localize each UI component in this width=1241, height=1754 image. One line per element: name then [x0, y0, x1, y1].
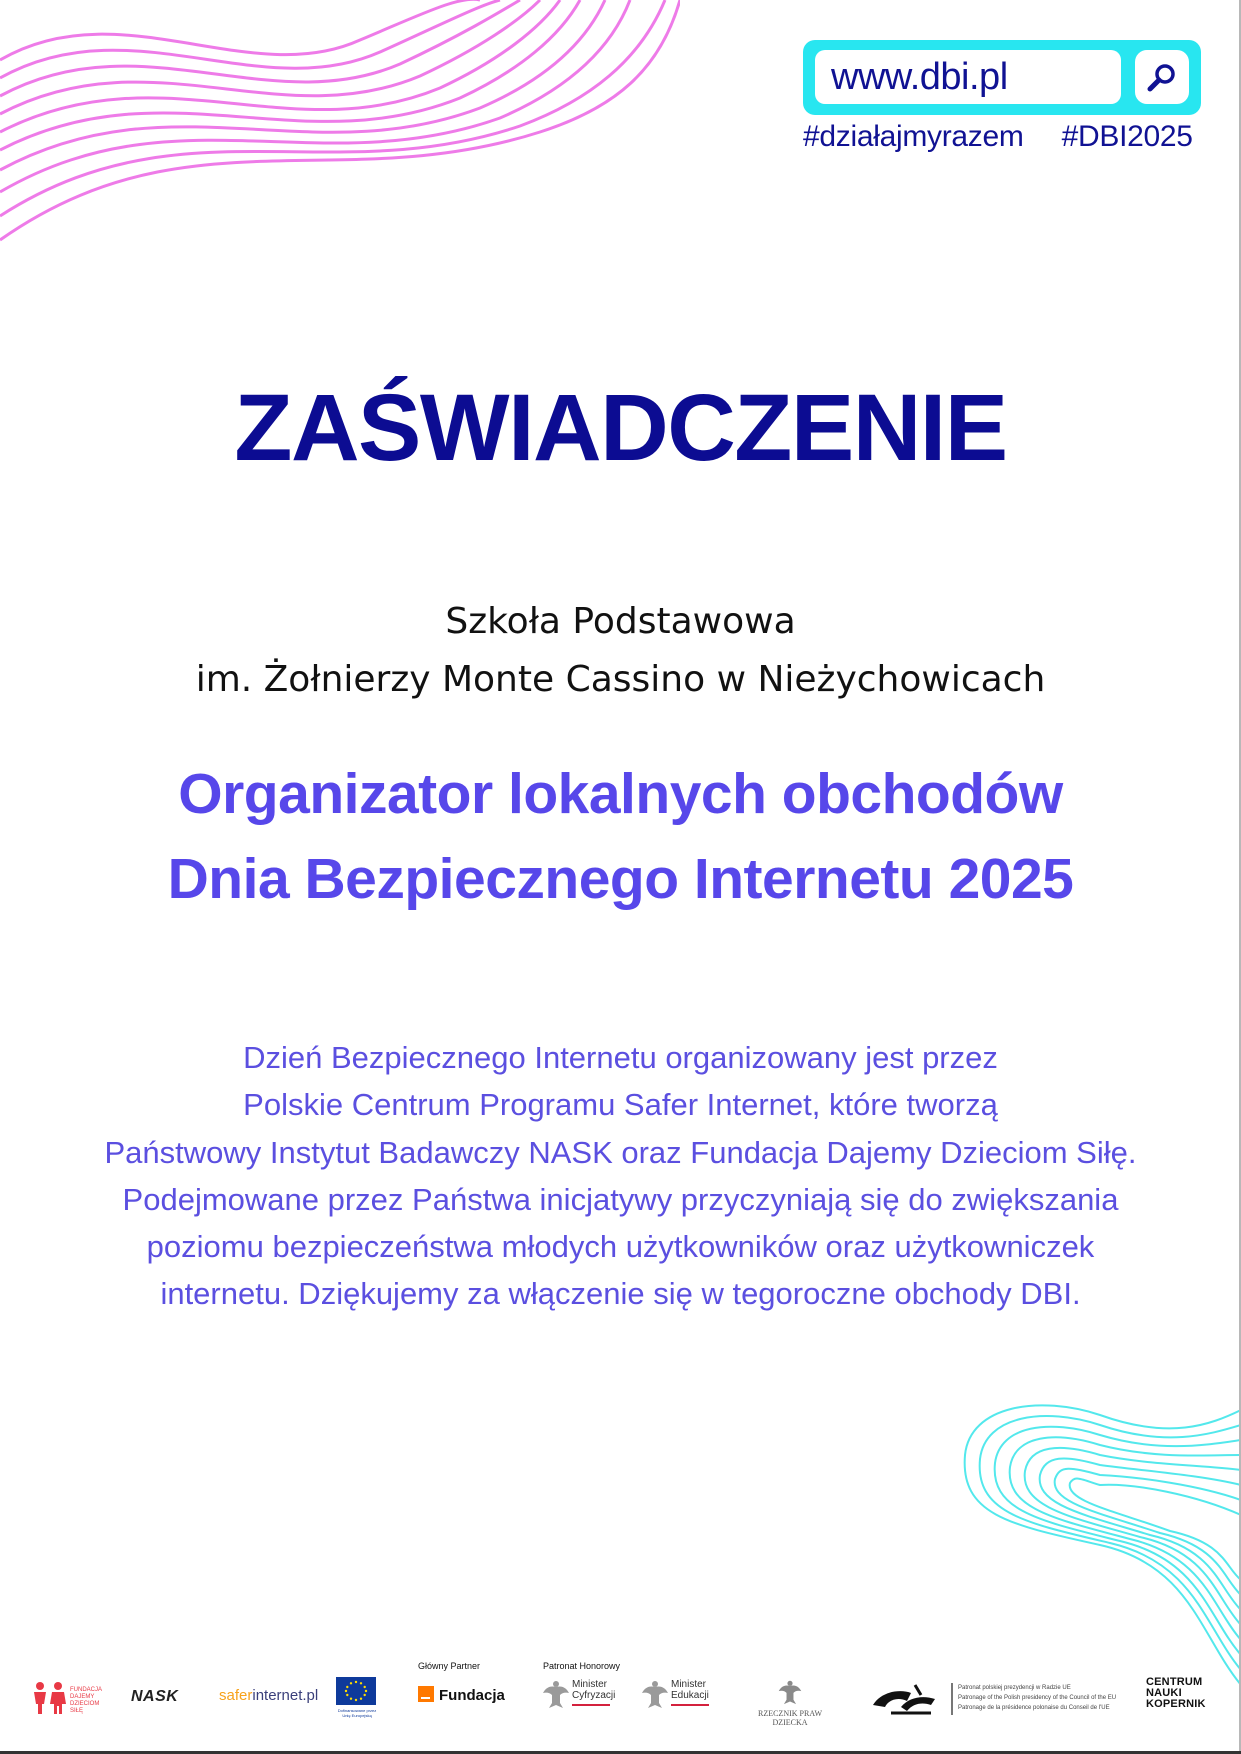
- centrum-nauki-kopernik-logo: [1146, 1677, 1206, 1710]
- fdds-text-line: FUNDACJA: [70, 1687, 103, 1693]
- fundacja-orange-logo: [418, 1686, 505, 1704]
- presidency-line: Patronat polskiej prezydencji w Radzie UE: [958, 1685, 1071, 1691]
- main-partner-label: Główny Partner: [418, 1661, 481, 1671]
- website-field: [815, 50, 1121, 104]
- minister-education-logo: [642, 1679, 709, 1706]
- hashtag-dzialajmyrazem: #działajmyrazem: [803, 120, 1024, 153]
- eu-caption-line: Dofinansowane przez: [337, 1708, 377, 1713]
- presidency-line: Patronage de la présidence polonaise du Conseil de l'UE: [958, 1705, 1110, 1711]
- fdds-text-line: DZIECIOM: [70, 1701, 100, 1707]
- children-figures-icon: [32, 1681, 68, 1715]
- eu-caption: [336, 1708, 378, 1718]
- body-line: Polskie Centrum Programu Safer Internet, które tworzą: [243, 1087, 998, 1123]
- saferinternet-suffix: internet.pl: [252, 1687, 319, 1704]
- body-line: poziomu bezpieczeństwa młodych użytkowników oraz użytkowniczek: [146, 1229, 1095, 1265]
- hashtag-dbi2025: #DBI2025: [1061, 120, 1193, 153]
- pink-wave-decoration: [0, 0, 680, 250]
- eagle-emblem-icon: [543, 1679, 569, 1709]
- orange-square-icon: [418, 1686, 434, 1702]
- role-line: Dnia Bezpiecznego Internetu 2025: [167, 847, 1074, 911]
- rzecznik-text: RZECZNIK PRAW DZIECKA: [757, 1709, 823, 1727]
- fdds-logo: [32, 1681, 107, 1721]
- saferinternet-prefix: safer: [219, 1687, 253, 1704]
- minister-red-bar: [671, 1704, 709, 1706]
- cnk-line: NAUKI: [1146, 1687, 1182, 1699]
- website-url: www.dbi.pl: [831, 56, 1008, 98]
- fdds-text-line: SIŁĘ: [70, 1708, 84, 1714]
- website-banner: [803, 40, 1201, 115]
- saferinternet-logo: [219, 1687, 318, 1704]
- eu-flag-icon: [336, 1677, 376, 1705]
- search-button: [1135, 50, 1189, 104]
- cyan-wave-decoration: [950, 1395, 1241, 1685]
- fdds-logo-text: [70, 1687, 102, 1715]
- body-line: Dzień Bezpiecznego Internetu organizowany jest przez: [243, 1040, 998, 1075]
- certificate-body: [0, 1034, 1241, 1318]
- body-line: Państwowy Instytut Badawczy NASK oraz Fundacja Dajemy Dzieciom Siłę.: [104, 1134, 1137, 1170]
- minister-red-bar: [572, 1704, 610, 1706]
- recipient-name: [0, 593, 1241, 709]
- rzecznik-praw-dziecka-logo: [742, 1679, 838, 1727]
- hashtags: [803, 120, 1203, 154]
- cnk-line: CENTRUM: [1146, 1676, 1203, 1688]
- body-line: internetu. Dziękujemy za włączenie się w tegoroczne obchody DBI.: [160, 1276, 1081, 1312]
- fundacja-name: Fundacja: [439, 1687, 505, 1704]
- certificate-title: ZAŚWIADCZENIE: [234, 375, 1007, 481]
- minister-line: Cyfryzacji: [572, 1690, 616, 1701]
- polish-presidency-logo: [871, 1683, 1117, 1721]
- role-line: Organizator lokalnych obchodów: [178, 762, 1063, 826]
- minister-digital-logo: [543, 1679, 615, 1706]
- minister-line: Minister: [572, 1679, 608, 1690]
- presidency-mark-icon: [871, 1683, 941, 1717]
- recipient-role: [0, 752, 1241, 922]
- honorary-patronage-label: Patronat Honorowy: [543, 1661, 621, 1671]
- search-icon: [1146, 61, 1178, 93]
- recipient-line: im. Żołnierzy Monte Cassino w Nieżychowicach: [195, 659, 1046, 700]
- fdds-text-line: DAJEMY: [70, 1694, 95, 1700]
- nask-logo: NASK: [131, 1688, 179, 1705]
- eagle-emblem-icon: [778, 1679, 802, 1705]
- eagle-emblem-icon: [642, 1679, 668, 1709]
- minister-line: Edukacji: [671, 1690, 709, 1701]
- cnk-line: KOPERNIK: [1146, 1698, 1206, 1710]
- eu-caption-line: Unię Europejską: [342, 1713, 372, 1718]
- presidency-text: [951, 1683, 1116, 1715]
- recipient-line: Szkoła Podstawowa: [445, 601, 796, 642]
- partner-logos-footer: [0, 1655, 1241, 1745]
- presidency-line: Patronage of the Polish presidency of the Council of the EU: [958, 1695, 1117, 1701]
- body-line: Podejmowane przez Państwa inicjatywy przyczyniają się do zwiększania: [122, 1181, 1119, 1217]
- eu-logo: [336, 1677, 378, 1721]
- minister-line: Minister: [671, 1679, 707, 1690]
